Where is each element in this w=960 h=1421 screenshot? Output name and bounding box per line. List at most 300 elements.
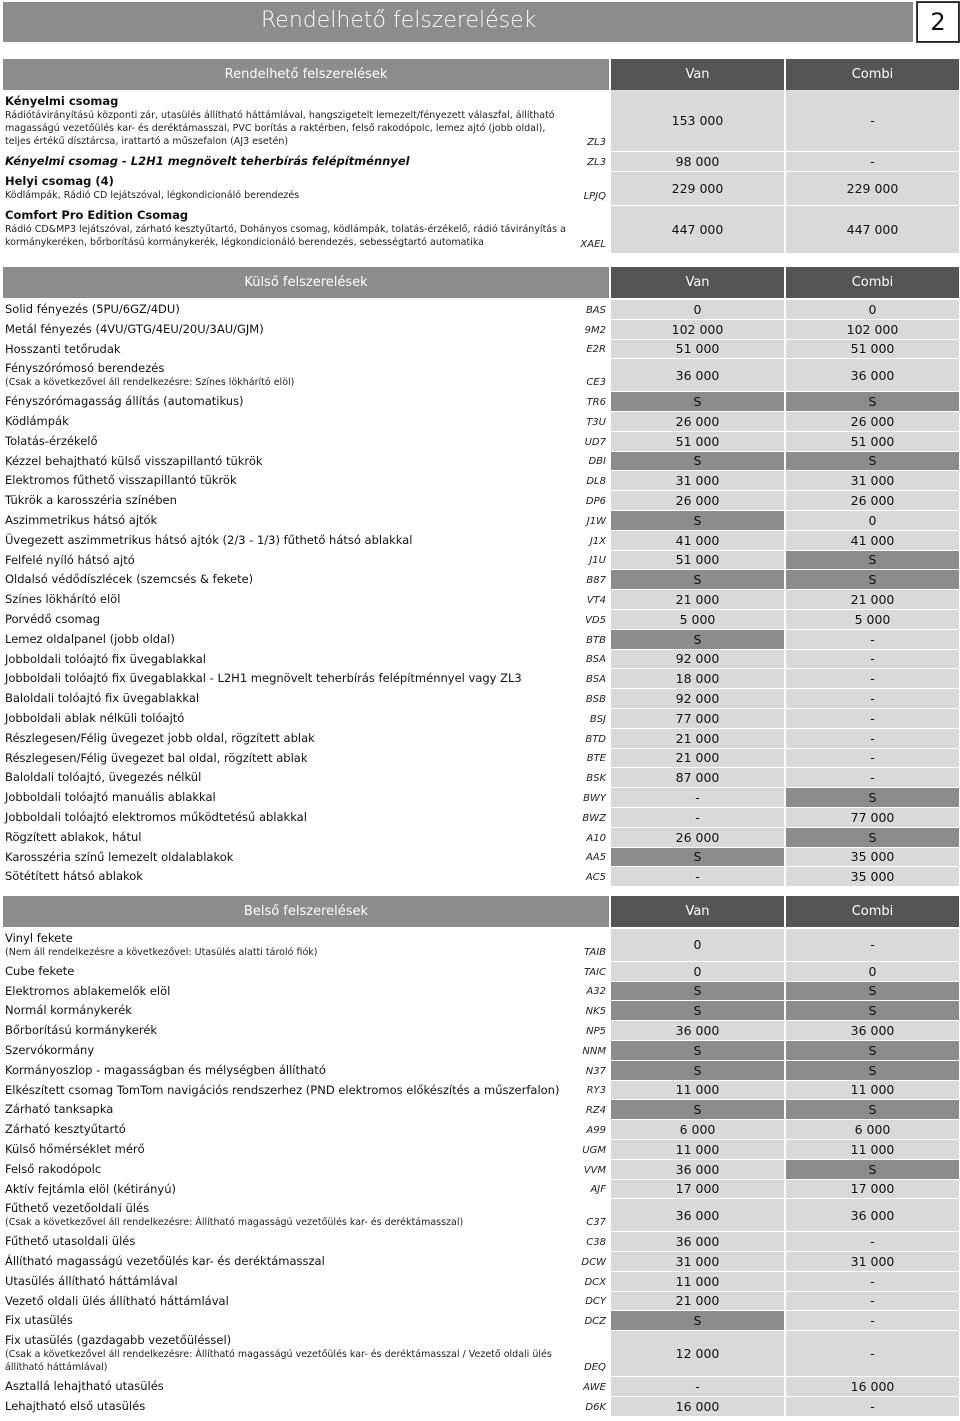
item-code: BSB [585, 693, 606, 705]
section-title: Külső felszerelések [3, 267, 609, 298]
price-combi: - [786, 1272, 959, 1291]
item-code: BSJ [589, 713, 606, 725]
item-code: BSA [585, 674, 606, 686]
price-van: S [611, 570, 784, 589]
item-name: Ködlámpák [5, 413, 69, 428]
price-van: - [611, 808, 784, 827]
item-code: TAIC [584, 966, 606, 978]
item-code: TR6 [586, 396, 606, 408]
item-code: BWY [583, 792, 606, 804]
table-row [3, 1311, 959, 1331]
item-name: Jobboldali tolóajtó fix üvegablakkal [5, 651, 206, 666]
price-van: 17 000 [611, 1180, 784, 1199]
table-row [3, 340, 959, 360]
price-combi: 26 000 [786, 491, 959, 510]
price-combi: - [786, 768, 959, 787]
price-van: 51 000 [611, 340, 784, 359]
table-row [3, 788, 959, 808]
table-row [3, 650, 959, 670]
item-code: XAEL [580, 239, 606, 250]
table-row [3, 531, 959, 551]
item-name: Oldalsó védődíszlécek (szemcsés & fekete) [5, 572, 254, 587]
price-combi: 31 000 [786, 471, 959, 490]
price-van: 51 000 [611, 551, 784, 570]
item-code: BTD [585, 733, 606, 745]
section-header [3, 896, 959, 927]
item-name: Vinyl fekete [5, 931, 73, 945]
price-combi: 6 000 [786, 1120, 959, 1139]
price-combi: - [786, 90, 959, 151]
table-row [3, 630, 959, 650]
item-code: RZ4 [585, 1105, 606, 1117]
price-van: S [611, 848, 784, 867]
item-code: DCW [581, 1256, 606, 1268]
item-name: Aszimmetrikus hátsó ajtók [5, 512, 158, 527]
price-combi: S [786, 1160, 959, 1179]
item-name: Bőrborítású kormánykerék [5, 1023, 158, 1038]
table-row [3, 452, 959, 472]
column-header-van: Van [611, 267, 784, 298]
price-combi: S [786, 828, 959, 847]
price-van: 87 000 [611, 768, 784, 787]
item-name: Asztallá lehajtható utasülés [5, 1378, 164, 1393]
table-row [3, 1252, 959, 1272]
item-code: A10 [586, 832, 606, 844]
column-header-van: Van [611, 896, 784, 927]
price-van: 98 000 [611, 152, 784, 171]
price-combi: 31 000 [786, 1252, 959, 1271]
price-van: 36 000 [611, 1199, 784, 1231]
item-name: Kézzel behajtható külső visszapillantó tükrök [5, 453, 263, 468]
item-name: Tolatás-érzékelő [5, 433, 98, 448]
item-name: Aktív fejtámla elöl (kétirányú) [5, 1181, 176, 1196]
item-code: RY3 [586, 1085, 606, 1097]
item-code: 9M2 [584, 324, 606, 336]
price-combi: S [786, 452, 959, 471]
price-combi: 16 000 [786, 1377, 959, 1396]
price-combi: 77 000 [786, 808, 959, 827]
table-row [3, 828, 959, 848]
price-van: S [611, 511, 784, 530]
item-name: Fényszórómosó berendezés [5, 361, 165, 376]
table-row [3, 1199, 959, 1232]
item-code: AWE [583, 1381, 606, 1393]
price-combi: 36 000 [786, 359, 959, 391]
section-header [3, 267, 959, 298]
column-header-combi: Combi [786, 59, 959, 90]
item-name: Felfelé nyíló hátsó ajtó [5, 552, 135, 567]
price-combi: 447 000 [786, 206, 959, 253]
item-name: Felső rakodópolc [5, 1161, 102, 1176]
item-name: Helyi csomag (4) [5, 174, 114, 188]
item-code: D6K [585, 1401, 606, 1413]
item-name: Szervókormány [5, 1042, 95, 1057]
price-van: S [611, 630, 784, 649]
table-row [3, 471, 959, 491]
table-row [3, 392, 959, 412]
item-name: Kényelmi csomag - L2H1 megnövelt teherbírás felépítménnyel [5, 154, 410, 168]
page-number: 2 [917, 2, 959, 42]
table-row [3, 90, 959, 152]
item-code: NNM [582, 1045, 606, 1057]
price-combi: - [786, 709, 959, 728]
item-code: BAS [585, 304, 606, 316]
price-combi: - [786, 152, 959, 171]
table-row [3, 172, 959, 206]
item-code: DCY [585, 1296, 606, 1308]
section-interior-equipment [3, 896, 959, 1417]
price-combi: S [786, 570, 959, 589]
price-combi: 35 000 [786, 848, 959, 867]
item-code: VD5 [585, 614, 606, 626]
item-description: (Csak a következővel áll rendelkezésre: Állítható magasságú vezetőülés kar- és deréktámasszal / Vezető oldali ülés állítható háttámlával) [5, 1349, 552, 1374]
item-name: Fűthető vezetőoldali ülés [5, 1201, 150, 1216]
table-row [3, 1331, 959, 1377]
price-combi: S [786, 1001, 959, 1020]
item-name: Üvegezett aszimmetrikus hátsó ajtók (2/3 - 1/3) fűthető hátsó ablakkal [5, 532, 413, 547]
price-van: 51 000 [611, 432, 784, 451]
price-van: S [611, 452, 784, 471]
price-combi: 21 000 [786, 590, 959, 609]
price-van: 6 000 [611, 1120, 784, 1139]
price-combi: S [786, 788, 959, 807]
price-combi: 41 000 [786, 531, 959, 550]
item-name: Színes lökhárító elöl [5, 592, 121, 607]
item-code: CE3 [586, 377, 606, 389]
table-row [3, 808, 959, 828]
table-row [3, 1180, 959, 1200]
item-description: Rádió CD&MP3 lejátszóval, zárható kesztyűtartó, Dohányos csomag, ködlámpák, tolatás-érzékelő, rádió távirányítás a kormánykeréken, bőrborítású kormánykerék, légkondicionáló berendezés, sebességtartó automatika [5, 224, 566, 248]
item-code: UD7 [584, 436, 606, 448]
price-combi: - [786, 929, 959, 961]
table-row [3, 491, 959, 511]
table-row [3, 1120, 959, 1140]
item-code: VVM [583, 1164, 606, 1176]
price-van: S [611, 1061, 784, 1080]
item-description: (Csak a következővel áll rendelkezésre: Állítható magasságú vezetőülés kar- és deréktámasszal) [5, 1217, 464, 1229]
title-bar [3, 2, 913, 42]
item-name: Baloldali tolóajtó fix üvegablakkal [5, 691, 200, 706]
price-van: 21 000 [611, 590, 784, 609]
item-name: Jobboldali tolóajtó fix üvegablakkal - L2H1 megnövelt teherbírás felépítménnyel vagy ZL3 [5, 671, 522, 686]
item-code: BWZ [582, 812, 606, 824]
item-name: Tükrök a karosszéria színében [5, 493, 177, 508]
item-code: DEQ [584, 1361, 606, 1373]
section-header [3, 59, 959, 90]
item-name: Fix utasülés (gazdagabb vezetőüléssel) [5, 1333, 232, 1348]
item-description: (Nem áll rendelkezésre a következővel: Utasülés alatti tároló fiók) [5, 947, 318, 958]
price-van: 11 000 [611, 1272, 784, 1291]
item-code: A32 [586, 986, 606, 998]
item-code: VT4 [586, 594, 606, 606]
price-van: S [611, 982, 784, 1001]
price-combi: S [786, 982, 959, 1001]
price-combi: 0 [786, 511, 959, 530]
price-van: 92 000 [611, 689, 784, 708]
table-row [3, 689, 959, 709]
price-van: 11 000 [611, 1140, 784, 1159]
price-combi: 229 000 [786, 172, 959, 205]
price-combi: - [786, 1292, 959, 1311]
table-row [3, 1140, 959, 1160]
price-combi: 102 000 [786, 320, 959, 339]
table-row [3, 1041, 959, 1061]
price-van: 12 000 [611, 1331, 784, 1376]
table-row [3, 709, 959, 729]
price-combi: S [786, 1041, 959, 1060]
table-row [3, 432, 959, 452]
price-combi: 11 000 [786, 1140, 959, 1159]
item-code: DP6 [585, 495, 606, 507]
price-van: 26 000 [611, 491, 784, 510]
price-combi: 26 000 [786, 412, 959, 431]
section-optional-equipment [3, 59, 959, 254]
item-name: Kényelmi csomag [5, 94, 119, 108]
item-name: Jobboldali tolóajtó elektromos működtetésű ablakkal [5, 809, 307, 824]
item-name: Lemez oldalpanel (jobb oldal) [5, 631, 175, 646]
price-van: S [611, 1100, 784, 1119]
price-combi: S [786, 551, 959, 570]
price-van: 16 000 [611, 1397, 784, 1416]
item-code: AJF [590, 1184, 606, 1196]
item-name: Porvédő csomag [5, 611, 101, 626]
price-van: 102 000 [611, 320, 784, 339]
price-van: 11 000 [611, 1081, 784, 1100]
item-code: NP5 [586, 1025, 606, 1037]
price-van: 31 000 [611, 471, 784, 490]
price-combi: 51 000 [786, 340, 959, 359]
price-combi: - [786, 630, 959, 649]
item-name: Fényszórómagasság állítás (automatikus) [5, 394, 244, 409]
item-name: Részlegesen/Félig üvegezet jobb oldal, rögzített ablak [5, 730, 315, 745]
table-row [3, 1272, 959, 1292]
table-row [3, 749, 959, 769]
item-code: DL8 [586, 476, 606, 488]
table-row [3, 848, 959, 868]
price-combi: 5 000 [786, 610, 959, 629]
price-van: 26 000 [611, 828, 784, 847]
price-combi: - [786, 1311, 959, 1330]
item-name: Elektromos ablakemelők elöl [5, 983, 171, 998]
table-row [3, 768, 959, 788]
item-code: J1W [586, 515, 606, 527]
price-van: 92 000 [611, 650, 784, 669]
price-van: 36 000 [611, 359, 784, 391]
item-name: Részlegesen/Félig üvegezet bal oldal, rögzített ablak [5, 750, 308, 765]
column-header-van: Van [611, 59, 784, 90]
item-name: Jobboldali tolóajtó manuális ablakkal [5, 790, 216, 805]
price-combi: 36 000 [786, 1199, 959, 1231]
table-row [3, 590, 959, 610]
price-van: 18 000 [611, 669, 784, 688]
table-row [3, 982, 959, 1002]
item-code: LPJQ [583, 191, 606, 202]
price-van: - [611, 788, 784, 807]
price-van: 77 000 [611, 709, 784, 728]
price-van: S [611, 1311, 784, 1330]
item-code: ZL3 [587, 137, 606, 148]
item-name: Solid fényezés (5PU/6GZ/4DU) [5, 302, 180, 316]
price-combi: - [786, 749, 959, 768]
price-combi: - [786, 729, 959, 748]
item-name: Metál fényezés (4VU/GTG/4EU/20U/3AU/GJM) [5, 321, 264, 336]
item-description: (Csak a következővel áll rendelkezésre: Színes lökhárító elöl) [5, 377, 295, 389]
price-combi: - [786, 1331, 959, 1376]
item-name: Karosszéria színű lemezelt oldalablakok [5, 849, 234, 864]
table-row [3, 1081, 959, 1101]
item-name: Kormányoszlop - magasságban és mélységben állítható [5, 1062, 326, 1077]
table-row [3, 206, 959, 254]
page-title: Rendelhető felszerelések [261, 8, 537, 33]
item-code: J1X [589, 535, 606, 547]
item-name: Zárható kesztyűtartó [5, 1122, 126, 1137]
table-row [3, 610, 959, 630]
price-van: 21 000 [611, 1292, 784, 1311]
price-combi: 17 000 [786, 1180, 959, 1199]
item-name: Jobboldali ablak nélküli tolóajtó [5, 710, 185, 725]
item-code: E2R [586, 344, 606, 356]
price-van: 36 000 [611, 1232, 784, 1251]
table-row [3, 962, 959, 982]
item-name: Comfort Pro Edition Csomag [5, 208, 189, 222]
item-code: DBI [588, 456, 606, 468]
price-combi: - [786, 650, 959, 669]
price-combi: - [786, 1397, 959, 1416]
column-header-combi: Combi [786, 267, 959, 298]
table-row [3, 152, 959, 172]
price-van: S [611, 392, 784, 411]
table-row [3, 551, 959, 571]
table-row [3, 359, 959, 392]
item-code: BSK [586, 773, 606, 785]
item-code: DCZ [584, 1316, 606, 1328]
price-combi: 36 000 [786, 1021, 959, 1040]
item-description: Ködlámpák, Rádió CD lejátszóval, légkondicionáló berendezés [5, 190, 300, 201]
table-row [3, 1232, 959, 1252]
price-combi: 51 000 [786, 432, 959, 451]
price-combi: - [786, 689, 959, 708]
table-row [3, 1292, 959, 1312]
table-row [3, 511, 959, 531]
item-description: Rádiótávirányítású központi zár, utasülés állítható háttámlával, hangszigetelt lemezelt/fényezett válaszfal, állítható magasságú vezetőülés kar- és deréktámasszal, PVC borítás a raktérben, felső rakodópolc, lemez ajtó (jobb oldal), teljes értékű dísztárcsa, irattartó a műszefalon (AJ3 esetén) [5, 110, 555, 147]
price-combi: 35 000 [786, 867, 959, 886]
price-combi: S [786, 392, 959, 411]
item-code: BTE [586, 753, 606, 765]
price-van: S [611, 1001, 784, 1020]
price-van: 41 000 [611, 531, 784, 550]
item-name: Lehajtható első utasülés [5, 1398, 146, 1413]
table-row [3, 1100, 959, 1120]
item-code: ZL3 [587, 157, 606, 168]
price-van: 36 000 [611, 1021, 784, 1040]
section-exterior-equipment [3, 267, 959, 887]
item-name: Utasülés állítható háttámlával [5, 1273, 178, 1288]
item-name: Sötétített hátsó ablakok [5, 869, 143, 884]
item-name: Elektromos fűthető visszapillantó tükrök [5, 473, 237, 488]
price-van: 36 000 [611, 1160, 784, 1179]
item-name: Elkészített csomag TomTom navigációs rendszerhez (PND elektromos előkészítés a műszerfalon) [5, 1082, 560, 1097]
item-code: AA5 [585, 852, 606, 864]
price-van: 447 000 [611, 206, 784, 253]
table-row [3, 867, 959, 887]
price-combi: 0 [786, 300, 959, 319]
item-name: Fűthető utasoldali ülés [5, 1234, 136, 1249]
price-van: 21 000 [611, 749, 784, 768]
table-row [3, 1377, 959, 1397]
table-row [3, 1021, 959, 1041]
item-code: C38 [586, 1236, 606, 1248]
price-van: 229 000 [611, 172, 784, 205]
price-van: 0 [611, 300, 784, 319]
item-code: DCX [584, 1276, 606, 1288]
price-combi: - [786, 669, 959, 688]
item-name: Normál kormánykerék [5, 1003, 132, 1018]
section-title: Rendelhető felszerelések [3, 59, 609, 90]
price-van: - [611, 1377, 784, 1396]
item-code: NK5 [585, 1006, 606, 1018]
section-title: Belső felszerelések [3, 896, 609, 927]
item-name: Baloldali tolóajtó, üvegezés nélkül [5, 770, 202, 785]
item-name: Vezető oldali ülés állítható háttámlával [5, 1293, 229, 1308]
item-code: N37 [585, 1065, 606, 1077]
price-combi: S [786, 1061, 959, 1080]
item-name: Fix utasülés [5, 1313, 73, 1328]
price-van: 153 000 [611, 90, 784, 151]
table-row [3, 1001, 959, 1021]
price-van: 0 [611, 929, 784, 961]
price-combi: 0 [786, 962, 959, 981]
price-combi: - [786, 1232, 959, 1251]
item-code: UGM [582, 1144, 606, 1156]
price-van: 0 [611, 962, 784, 981]
item-code: B87 [586, 575, 606, 587]
price-van: 31 000 [611, 1252, 784, 1271]
item-name: Külső hőmérséklet mérő [5, 1141, 145, 1156]
table-row [3, 1397, 959, 1417]
table-row [3, 669, 959, 689]
item-name: Cube fekete [5, 963, 75, 978]
price-combi: 11 000 [786, 1081, 959, 1100]
price-van: 26 000 [611, 412, 784, 431]
item-code: AC5 [585, 872, 606, 884]
table-row [3, 300, 959, 320]
price-combi: S [786, 1100, 959, 1119]
item-name: Állítható magasságú vezetőülés kar- és deréktámasszal [5, 1253, 325, 1268]
price-van: 5 000 [611, 610, 784, 629]
table-row [3, 729, 959, 749]
table-row [3, 929, 959, 962]
price-van: - [611, 867, 784, 886]
item-code: TAIB [584, 946, 606, 958]
item-code: T3U [586, 416, 606, 428]
item-code: J1U [589, 555, 606, 567]
column-header-combi: Combi [786, 896, 959, 927]
item-name: Hosszanti tetőrudak [5, 341, 121, 356]
item-code: BSA [585, 654, 606, 666]
item-code: BTB [586, 634, 606, 646]
item-code: C37 [586, 1217, 606, 1229]
price-van: S [611, 1041, 784, 1060]
item-name: Zárható tanksapka [5, 1102, 114, 1117]
table-row [3, 412, 959, 432]
table-row [3, 1160, 959, 1180]
item-code: A99 [586, 1124, 606, 1136]
item-name: Rögzített ablakok, hátul [5, 829, 142, 844]
table-row [3, 320, 959, 340]
price-van: 21 000 [611, 729, 784, 748]
table-row [3, 570, 959, 590]
table-row [3, 1061, 959, 1081]
